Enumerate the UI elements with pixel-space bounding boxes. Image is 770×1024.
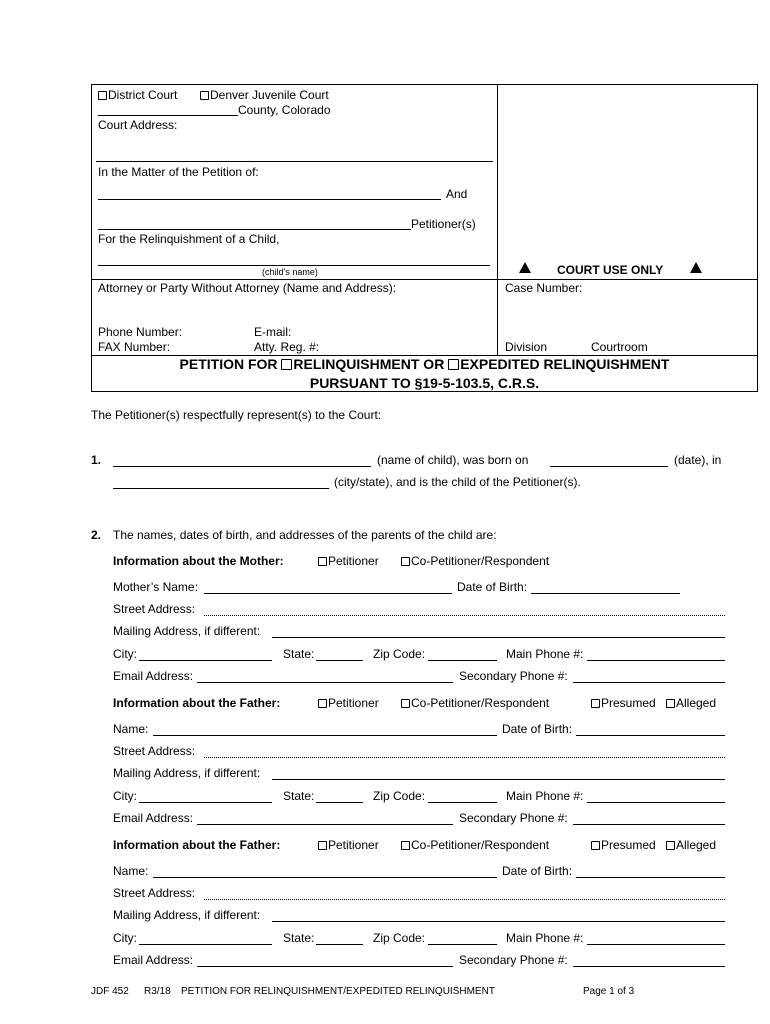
mother-dob-label: Date of Birth:	[457, 580, 528, 594]
father2-mailing-label: Mailing Address, if different:	[113, 908, 261, 922]
father2-state-label: State:	[283, 931, 315, 945]
mother-copetitioner-checkbox[interactable]	[401, 557, 410, 566]
father1-email-field[interactable]	[197, 824, 453, 825]
father1-alleged-option[interactable]: Alleged	[666, 696, 716, 710]
division-label: Division	[505, 340, 548, 354]
childs-name-field[interactable]	[98, 265, 490, 266]
relinquishment-of-child-label: For the Relinquishment of a Child,	[98, 232, 280, 246]
mother-state-field[interactable]	[316, 660, 363, 661]
father1-presumed-checkbox[interactable]	[591, 699, 600, 708]
father1-alleged-checkbox[interactable]	[666, 699, 675, 708]
atty-reg-label: Atty. Reg. #:	[254, 340, 320, 354]
court-use-only-label: COURT USE ONLY	[557, 263, 664, 277]
and-label: And	[446, 187, 468, 201]
child-name-field[interactable]	[113, 466, 371, 467]
father1-mailing-field[interactable]	[272, 779, 725, 780]
phone-label: Phone Number:	[98, 325, 183, 339]
item1-number: 1.	[91, 453, 102, 467]
father1-zip-field[interactable]	[428, 802, 497, 803]
father1-street-field[interactable]	[204, 757, 725, 758]
father1-city-field[interactable]	[139, 802, 272, 803]
father2-dob-label: Date of Birth:	[502, 864, 573, 878]
father1-copetitioner-checkbox[interactable]	[401, 699, 410, 708]
court-address-field[interactable]	[96, 161, 493, 162]
father1-zip-label: Zip Code:	[373, 789, 426, 803]
item2-number: 2.	[91, 528, 102, 542]
court-address-label: Court Address:	[98, 118, 178, 132]
father1-petitioner-option[interactable]: Petitioner	[318, 696, 379, 710]
father1-heading: Information about the Father:	[113, 696, 281, 710]
petitioner1-field[interactable]	[98, 199, 441, 200]
denver-juvenile-court-checkbox[interactable]	[200, 91, 209, 100]
father1-presumed-option[interactable]: Presumed	[591, 696, 656, 710]
caption-divider	[497, 84, 498, 355]
mother-main-phone-label: Main Phone #:	[506, 647, 584, 661]
case-number-label: Case Number:	[505, 281, 583, 295]
district-court-option[interactable]: District Court	[98, 88, 177, 102]
mother-secondary-phone-label: Secondary Phone #:	[459, 669, 568, 683]
father2-email-field[interactable]	[197, 966, 453, 967]
birth-city-state-field[interactable]	[113, 488, 329, 489]
father2-copetitioner-option[interactable]: Co-Petitioner/Respondent	[401, 838, 549, 852]
footer-page-number: Page 1 of 3	[583, 986, 635, 997]
county-label: County, Colorado	[238, 103, 331, 117]
father2-alleged-checkbox[interactable]	[666, 841, 675, 850]
father1-dob-field[interactable]	[576, 735, 725, 736]
father1-secondary-phone-label: Secondary Phone #:	[459, 811, 568, 825]
county-field[interactable]	[98, 115, 238, 116]
mother-secondary-phone-field[interactable]	[573, 682, 725, 683]
father2-mailing-field[interactable]	[272, 921, 725, 922]
email-label: E-mail:	[254, 325, 292, 339]
father1-dob-label: Date of Birth:	[502, 722, 573, 736]
father2-city-field[interactable]	[139, 944, 272, 945]
mother-mailing-label: Mailing Address, if different:	[113, 624, 261, 638]
mother-mailing-field[interactable]	[272, 637, 725, 638]
father2-city-label: City:	[113, 931, 137, 945]
father2-zip-label: Zip Code:	[373, 931, 426, 945]
intro-text: The Petitioner(s) respectfully represent(s) to the Court:	[91, 408, 382, 422]
district-court-checkbox[interactable]	[98, 91, 107, 100]
attorney-label: Attorney or Party Without Attorney (Name and Address):	[98, 281, 397, 295]
father1-secondary-phone-field[interactable]	[573, 824, 725, 825]
mother-state-label: State:	[283, 647, 315, 661]
father2-street-field[interactable]	[204, 899, 725, 900]
up-arrow-left-icon	[519, 261, 531, 275]
courtroom-label: Courtroom	[591, 340, 648, 354]
father1-state-field[interactable]	[316, 802, 363, 803]
birth-date-field[interactable]	[550, 466, 668, 467]
father1-main-phone-field[interactable]	[587, 802, 725, 803]
mother-heading: Information about the Mother:	[113, 554, 284, 568]
mother-name-label: Mother’s Name:	[113, 580, 198, 594]
father2-main-phone-label: Main Phone #:	[506, 931, 584, 945]
father2-presumed-checkbox[interactable]	[591, 841, 600, 850]
denver-juvenile-court-option[interactable]: Denver Juvenile Court	[200, 88, 329, 102]
mother-street-field[interactable]	[204, 615, 725, 616]
mother-dob-field[interactable]	[531, 593, 680, 594]
father2-dob-field[interactable]	[576, 877, 725, 878]
father1-state-label: State:	[283, 789, 315, 803]
mother-city-label: City:	[113, 647, 137, 661]
mother-email-label: Email Address:	[113, 669, 194, 683]
city-state-label: (city/state), and is the child of the Petitioner(s).	[334, 475, 581, 489]
item2-text: The names, dates of birth, and addresses of the parents of the child are:	[113, 528, 497, 542]
mother-zip-label: Zip Code:	[373, 647, 426, 661]
father1-petitioner-checkbox[interactable]	[318, 699, 327, 708]
relinquishment-checkbox[interactable]	[281, 359, 292, 370]
fax-label: FAX Number:	[98, 340, 171, 354]
page-title-line1: PETITION FOR RELINQUISHMENT OR EXPEDITED RELINQUISHMENT	[179, 356, 670, 372]
father2-state-field[interactable]	[316, 944, 363, 945]
petitioner2-field[interactable]	[98, 229, 411, 230]
petitioners-label: Petitioner(s)	[411, 217, 476, 231]
footer-form-id: JDF 452	[91, 986, 129, 997]
page-title-line2: PURSUANT TO §19-5-103.5, C.R.S.	[309, 375, 540, 391]
mother-petitioner-checkbox[interactable]	[318, 557, 327, 566]
mother-petitioner-option[interactable]: Petitioner	[318, 554, 379, 568]
father2-alleged-option[interactable]: Alleged	[666, 838, 716, 852]
mother-city-field[interactable]	[139, 660, 272, 661]
father1-email-label: Email Address:	[113, 811, 194, 825]
father2-secondary-phone-field[interactable]	[573, 966, 725, 967]
mother-street-label: Street Address:	[113, 602, 196, 616]
date-in-label: (date), in	[674, 453, 722, 467]
father2-main-phone-field[interactable]	[587, 944, 725, 945]
father2-secondary-phone-label: Secondary Phone #:	[459, 953, 568, 967]
childs-name-caption: (child’s name)	[262, 267, 318, 277]
father1-copetitioner-option[interactable]: Co-Petitioner/Respondent	[401, 696, 549, 710]
father2-zip-field[interactable]	[428, 944, 497, 945]
father2-petitioner-option[interactable]: Petitioner	[318, 838, 379, 852]
father1-street-label: Street Address:	[113, 744, 196, 758]
father2-copetitioner-checkbox[interactable]	[401, 841, 410, 850]
father2-email-label: Email Address:	[113, 953, 194, 967]
father2-petitioner-checkbox[interactable]	[318, 841, 327, 850]
mother-zip-field[interactable]	[428, 660, 497, 661]
mother-main-phone-field[interactable]	[587, 660, 725, 661]
name-of-child-label: (name of child), was born on	[377, 453, 529, 467]
attorney-rule	[91, 279, 497, 280]
in-matter-label: In the Matter of the Petition of:	[98, 165, 259, 179]
father1-mailing-label: Mailing Address, if different:	[113, 766, 261, 780]
father2-street-label: Street Address:	[113, 886, 196, 900]
mother-email-field[interactable]	[197, 682, 453, 683]
father2-heading: Information about the Father:	[113, 838, 281, 852]
footer-revision: R3/18	[144, 986, 171, 997]
up-arrow-right-icon	[690, 261, 702, 275]
case-number-rule	[497, 279, 758, 280]
footer-form-title: PETITION FOR RELINQUISHMENT/EXPEDITED RELINQUISHMENT	[181, 986, 495, 997]
father1-main-phone-label: Main Phone #:	[506, 789, 584, 803]
father2-name-label: Name:	[113, 864, 149, 878]
father2-name-field[interactable]	[153, 877, 497, 878]
father1-name-field[interactable]	[153, 735, 497, 736]
father1-city-label: City:	[113, 789, 137, 803]
expedited-relinquishment-checkbox[interactable]	[448, 359, 459, 370]
mother-copetitioner-option[interactable]: Co-Petitioner/Respondent	[401, 554, 549, 568]
mother-name-field[interactable]	[204, 593, 452, 594]
father1-name-label: Name:	[113, 722, 149, 736]
father2-presumed-option[interactable]: Presumed	[591, 838, 656, 852]
